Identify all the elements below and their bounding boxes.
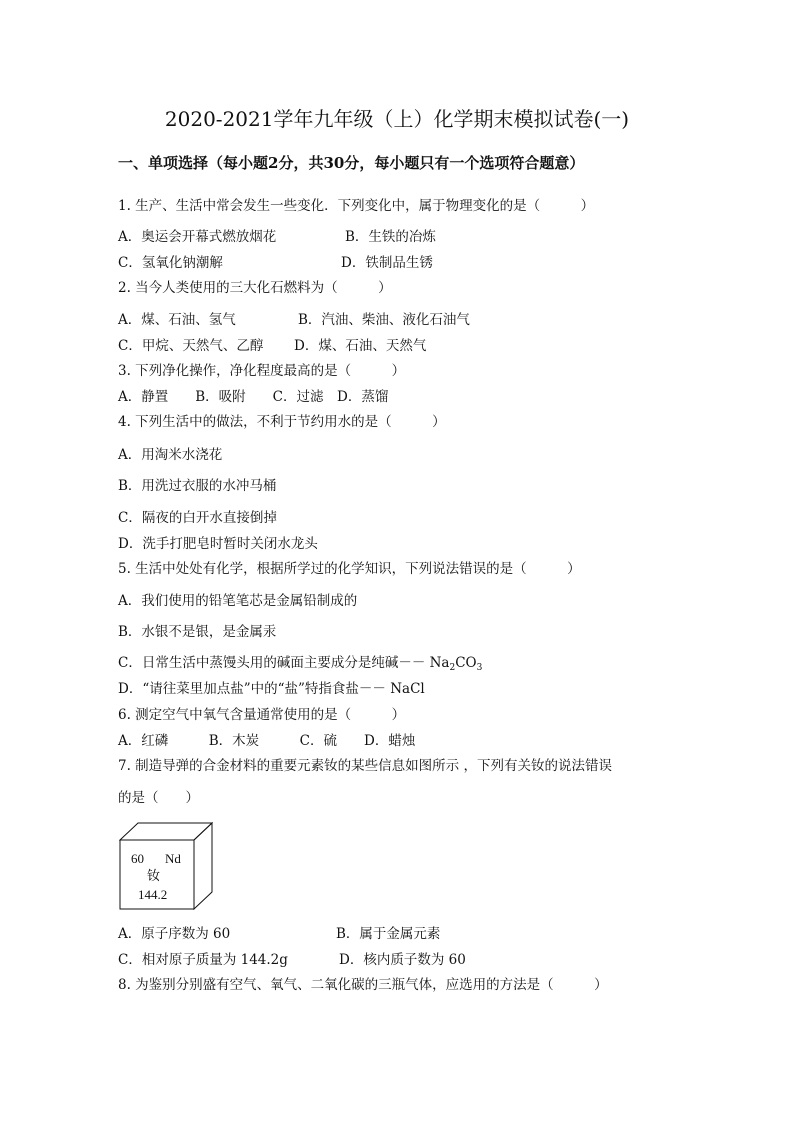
- question-2-stem: 2. 当今人类使用的三大化石燃料为（ ）: [118, 280, 392, 296]
- question-4-option-a: A．用淘米水浇花: [118, 447, 223, 463]
- question-7-stem: 7. 制造导弹的合金材料的重要元素钕的某些信息如图所示 ，下列有关钕的说法错误: [118, 758, 612, 774]
- question-4-option-d: D．洗手打肥皂时暂时关闭水龙头: [118, 536, 318, 552]
- element-atomic-mass: 144.2: [138, 887, 168, 902]
- question-4-option-c: C．隔夜的白开水直接倒掉: [118, 510, 277, 526]
- question-2-option-c: C．甲烷、天然气、乙醇: [118, 338, 264, 354]
- question-1-option-b: B．生铁的冶炼: [345, 229, 436, 245]
- element-card-figure: [119, 822, 213, 910]
- question-2-option-a: A．煤、石油、氢气: [118, 312, 236, 328]
- question-6-options: A．红磷 B．木炭 C．硫 D．蜡烛: [118, 733, 416, 749]
- question-7-option-b: B．属于金属元素: [336, 926, 441, 942]
- question-5-option-d: D．“请往菜里加点盐”中的“盐”特指食盐－－ NaCl: [118, 681, 425, 697]
- element-name: 钕: [147, 868, 161, 883]
- page-title: 2020-2021学年九年级（上）化学期末模拟试卷(一): [164, 107, 630, 131]
- element-atomic-number: 60: [131, 851, 144, 866]
- question-1-option-d: D．铁制品生锈: [341, 255, 433, 271]
- question-7-option-c: C．相对原子质量为 144.2g: [118, 952, 288, 968]
- question-7-option-a: A．原子序数为 60: [118, 926, 231, 942]
- question-5-stem: 5. 生活中处处有化学，根据所学过的化学知识，下列说法错误的是（ ）: [118, 561, 581, 577]
- question-1-option-a: A．奥运会开幕式燃放烟花: [118, 229, 277, 245]
- question-7-stem-continued: 的是（ ）: [118, 790, 199, 806]
- question-3-options: A．静置 B．吸附 C．过滤 D．蒸馏: [118, 389, 389, 405]
- question-6-stem: 6. 测定空气中氧气含量通常使用的是（ ）: [118, 707, 406, 723]
- question-8-stem: 8. 为鉴别分别盛有空气、氧气、二氧化碳的三瓶气体，应选用的方法是（ ）: [118, 977, 608, 993]
- element-symbol: Nd: [165, 851, 181, 866]
- question-5-option-c: C．日常生活中蒸馒头用的碱面主要成分是纯碱－－ $Na_2CO_3$: [118, 655, 483, 673]
- question-1-stem: 1. 生产、生活中常会发生一些变化．下列变化中，属于物理变化的是（ ）: [118, 198, 595, 214]
- question-4-stem: 4. 下列生活中的做法，不利于节约用水的是（ ）: [118, 414, 446, 430]
- question-7-option-d: D．核内质子数为 60: [339, 952, 466, 968]
- question-2-option-d: D．煤、石油、天然气: [294, 338, 427, 354]
- question-4-option-b: B．用洗过衣服的水冲马桶: [118, 478, 277, 494]
- section-heading: 一、单项选择（每小题2分，共30分，每小题只有一个选项符合题意）: [118, 154, 585, 172]
- question-2-option-b: B．汽油、柴油、液化石油气: [298, 312, 470, 328]
- question-1-option-c: C．氢氧化钠潮解: [118, 255, 223, 271]
- question-5-option-a: A．我们使用的铅笔笔芯是金属铅制成的: [118, 593, 358, 609]
- question-5-option-b: B．水银不是银，是金属汞: [118, 624, 277, 640]
- question-3-stem: 3. 下列净化操作，净化程度最高的是（ ）: [118, 363, 406, 379]
